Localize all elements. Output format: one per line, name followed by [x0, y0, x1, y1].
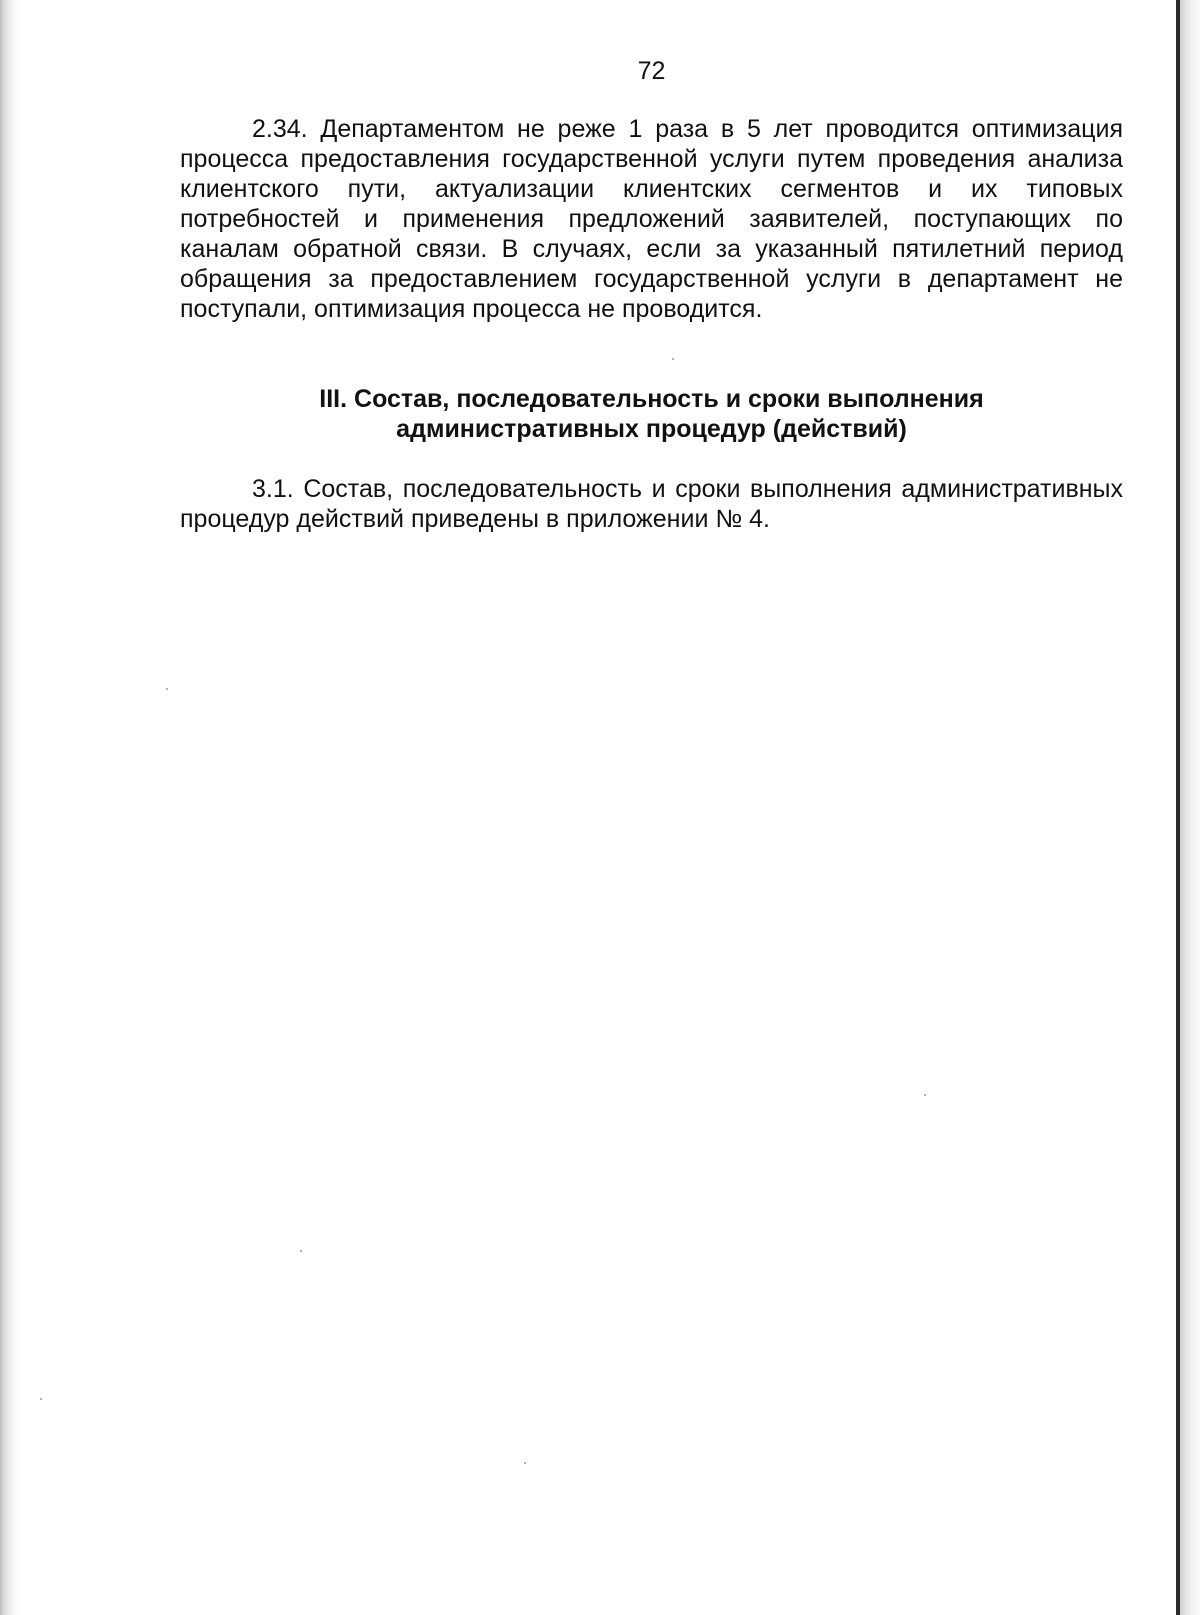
scan-speck [924, 1094, 926, 1096]
paragraph-2-34: 2.34. Департаментом не реже 1 раза в 5 лет проводится оптимизация процесса предоставления государственной услуги путем проведения анализа клиентского пути, актуализации клиентских сегментов и их типовых потребностей и применения предложений заявителей, поступающих по каналам обратной связи. В случаях, если за указанный пятилетний период обращения за предоставлением государственной услуги в департамент не поступали, оптимизация процесса не проводится. [180, 115, 1123, 323]
paragraph-3-1: 3.1. Состав, последовательность и сроки выполнения административных процедур действий приведены в приложении № 4. [180, 475, 1123, 533]
scan-speck [40, 1398, 42, 1400]
scan-speck [300, 1250, 302, 1252]
section-heading [180, 384, 1123, 444]
scan-speck [672, 358, 674, 360]
scan-speck [524, 1462, 526, 1464]
scan-speck [166, 688, 168, 690]
section-heading-line-2: административных процедур (действий) [396, 415, 907, 443]
scan-right-edge [1168, 0, 1200, 1615]
section-heading-line-1: III. Состав, последовательность и сроки выполнения [319, 385, 984, 413]
page-number: 72 [637, 57, 666, 85]
scan-left-edge [0, 0, 18, 1615]
